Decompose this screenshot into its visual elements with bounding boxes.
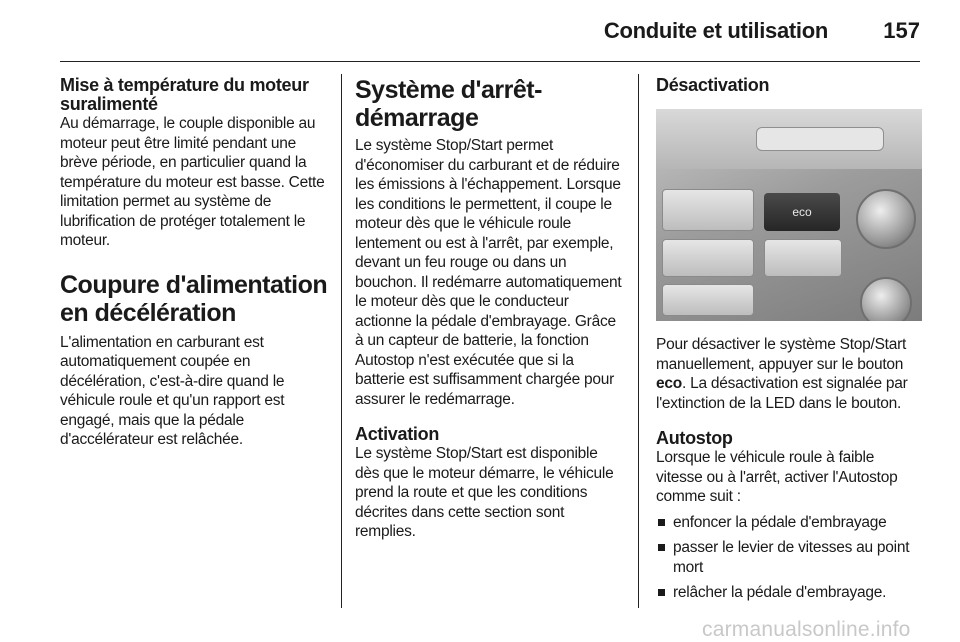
page-header — [60, 0, 920, 62]
paragraph-deactivation — [656, 335, 922, 413]
list-item-text: passer le levier de vitesses au point mort — [673, 539, 910, 576]
deactivation-text-end: . La désactivation est signalée par l'extinction de la LED dans le bouton. — [656, 375, 908, 412]
section-heading-autostop: Autostop — [656, 428, 733, 448]
paragraph-turbo-warmup: Au démarrage, le couple disponible au moteur peut être limité pendant une brève période, en particulier quand la température du moteur est basse. Cette limitation permet au système de lubrification de protéger totalement le moteur. — [60, 115, 325, 249]
autostop-steps — [656, 513, 922, 603]
header-title: Conduite et utilisation — [603, 18, 828, 43]
photo-button — [662, 284, 754, 316]
watermark: carmanualsonline.info — [702, 618, 911, 641]
photo-button — [662, 189, 754, 231]
deactivation-text-start: Pour désactiver le système Stop/Start manuellement, appuyer sur le bouton — [656, 336, 907, 373]
column-divider-1 — [341, 74, 342, 608]
paragraph-fuel-cutoff: L'alimentation en carburant est automatiquement coupée en décélération, c'est-à-dire quand le véhicule roule et qu'un rapport est engagé, mais que la pédale d'accélérateur est relâchée. — [60, 333, 285, 448]
column-1 — [60, 76, 328, 450]
section-heading-deactivation: Désactivation — [656, 75, 770, 95]
column-2 — [355, 76, 625, 542]
eco-term: eco — [656, 375, 682, 392]
bullet-square-icon — [658, 519, 665, 526]
eco-button: eco — [764, 193, 840, 231]
list-item-text: relâcher la pédale d'embrayage. — [673, 584, 887, 601]
photo-button — [662, 239, 754, 277]
section-heading-activation: Activation — [355, 424, 440, 444]
paragraph-autostop: Lorsque le véhicule roule à faible vitesse ou à l'arrêt, activer l'Autostop comme suit : — [656, 449, 898, 505]
section-heading-stop-start: Système d'arrêt-démarrage — [355, 76, 542, 132]
eco-button-photo — [656, 109, 922, 321]
column-divider-2 — [638, 74, 639, 608]
section-heading-fuel-cutoff: Coupure d'alimentation en décélération — [60, 270, 328, 327]
photo-knob — [856, 189, 916, 249]
photo-slot — [756, 127, 884, 151]
bullet-square-icon — [658, 589, 665, 596]
section-heading-turbo-warmup: Mise à température du moteur suralimenté — [60, 75, 309, 114]
paragraph-activation: Le système Stop/Start est disponible dès que le moteur démarre, le véhicule prend la route et que les conditions décrites dans cette section sont remplies. — [355, 445, 614, 540]
list-item — [656, 538, 922, 577]
photo-button — [764, 239, 842, 277]
list-item-text: enfoncer la pédale d'embrayage — [673, 513, 887, 531]
list-item — [656, 513, 922, 533]
header-rule — [60, 61, 920, 62]
bullet-square-icon — [658, 544, 665, 551]
photo-knob — [860, 277, 912, 321]
page-number: 157 — [883, 18, 920, 43]
column-3 — [656, 76, 922, 603]
list-item — [656, 583, 922, 603]
paragraph-stop-start: Le système Stop/Start permet d'économiser du carburant et de réduire les émissions à l'échappement. Lorsque les conditions le permettent, il coupe le moteur dès que le véhicule roule lentement ou est à l'arrêt, par exemple, devant un feu rouge ou dans un bouchon. Il redémarre automatiquement le moteur dès que le conducteur actionne la pédale d'embrayage. Grâce à un capteur de batterie, la fonction Autostop n'est exécutée que si la batterie est suffisamment chargée pour assurer le redémarrage. — [355, 137, 622, 408]
